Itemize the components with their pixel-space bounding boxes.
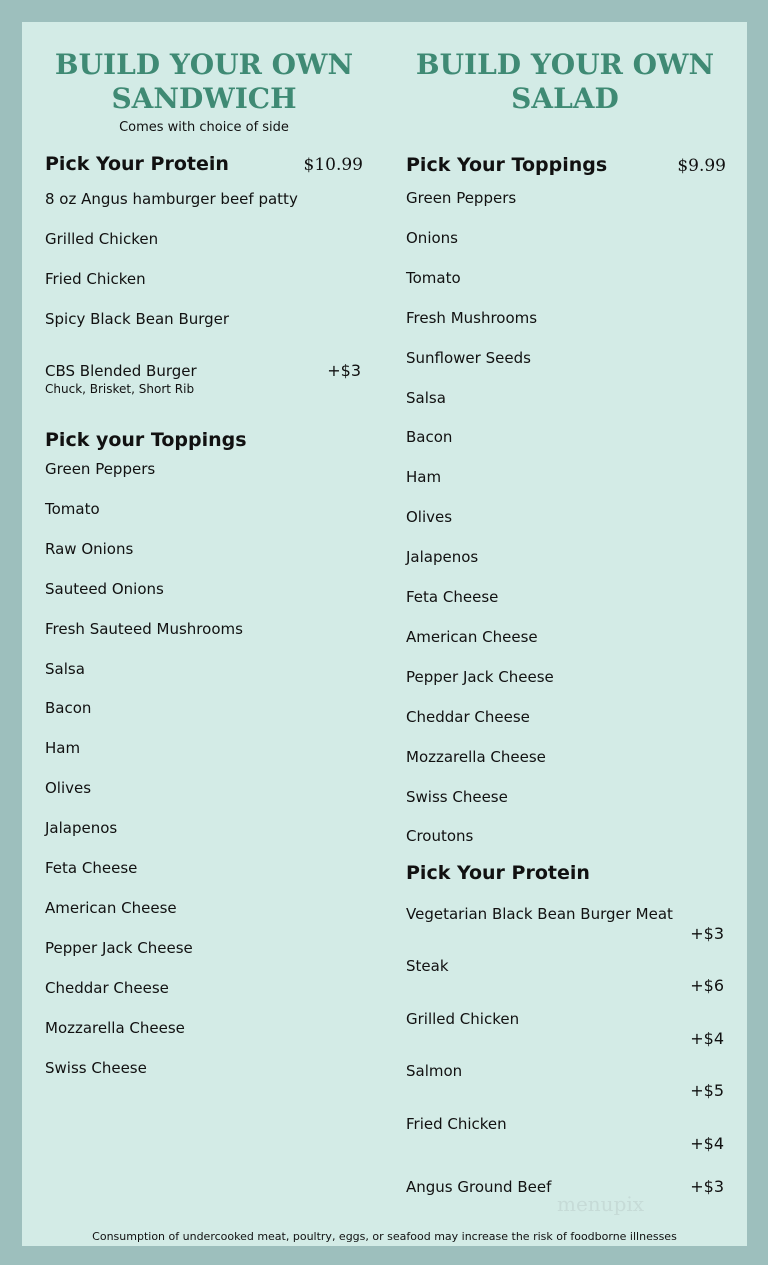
salad-protein-price: +$6 bbox=[690, 976, 724, 995]
sandwich-protein-item: Fried Chicken bbox=[45, 270, 146, 288]
sandwich-topping-item: Sauteed Onions bbox=[45, 579, 164, 598]
sandwich-title-line1: BUILD YOUR OWN bbox=[54, 48, 354, 81]
sandwich-protein-item: Spicy Black Bean Burger bbox=[45, 310, 230, 328]
salad-topping-item: Croutons bbox=[406, 827, 474, 846]
cbs-blended-burger: CBS Blended Burger bbox=[45, 362, 197, 380]
salad-topping-item: Onions bbox=[406, 228, 458, 247]
salad-protein-price: +$3 bbox=[690, 924, 724, 943]
sandwich-protein-title: Pick Your Protein bbox=[45, 153, 229, 175]
salad-topping-item: Pepper Jack Cheese bbox=[406, 667, 554, 686]
salad-protein-item: Steak bbox=[406, 957, 449, 975]
cbs-blended-burger-detail: Chuck, Brisket, Short Rib bbox=[45, 382, 195, 396]
salad-toppings-price: $9.99 bbox=[677, 156, 726, 176]
sandwich-topping-item: American Cheese bbox=[45, 898, 177, 917]
sandwich-protein-item: Grilled Chicken bbox=[45, 230, 159, 248]
food-safety-disclaimer: Consumption of undercooked meat, poultry, eggs, or seafood may increase the risk of foodborne illnesses bbox=[92, 1230, 677, 1243]
sandwich-toppings-title: Pick your Toppings bbox=[45, 429, 247, 451]
salad-protein-title: Pick Your Protein bbox=[406, 862, 590, 884]
sandwich-topping-item: Pepper Jack Cheese bbox=[45, 938, 193, 957]
sandwich-topping-item: Cheddar Cheese bbox=[45, 978, 169, 997]
sandwich-topping-item: Salsa bbox=[45, 659, 85, 678]
sandwich-column bbox=[45, 22, 363, 1222]
salad-protein-price: +$5 bbox=[690, 1081, 724, 1100]
salad-protein-item: Vegetarian Black Bean Burger Meat bbox=[406, 905, 673, 923]
salad-topping-item: Green Peppers bbox=[406, 189, 517, 207]
sandwich-topping-item: Tomato bbox=[45, 499, 100, 518]
sandwich-topping-item: Fresh Sauteed Mushrooms bbox=[45, 619, 243, 638]
salad-topping-item: Fresh Mushrooms bbox=[406, 308, 538, 327]
salad-protein-item: Angus Ground Beef bbox=[406, 1178, 552, 1196]
salad-topping-item: Olives bbox=[406, 508, 453, 527]
salad-protein-price: +$3 bbox=[690, 1177, 724, 1196]
sandwich-topping-item: Olives bbox=[45, 779, 92, 798]
salad-title-line1: BUILD YOUR OWN bbox=[415, 48, 715, 81]
sandwich-topping-item: Feta Cheese bbox=[45, 859, 138, 877]
salad-protein-price: +$4 bbox=[690, 1029, 724, 1048]
sandwich-topping-item: Swiss Cheese bbox=[45, 1058, 147, 1077]
sandwich-topping-item: Raw Onions bbox=[45, 539, 134, 558]
salad-column bbox=[406, 22, 724, 1222]
sandwich-topping-item: Mozzarella Cheese bbox=[45, 1018, 185, 1037]
salad-topping-item: Cheddar Cheese bbox=[406, 707, 530, 726]
salad-topping-item: Jalapenos bbox=[406, 548, 479, 567]
sandwich-protein-price: $10.99 bbox=[303, 155, 363, 175]
menupix-watermark: menupix bbox=[557, 1192, 645, 1216]
salad-title-line2: SALAD bbox=[511, 82, 619, 115]
salad-topping-item: Mozzarella Cheese bbox=[406, 747, 546, 766]
salad-toppings-title: Pick Your Toppings bbox=[406, 154, 608, 176]
sandwich-title-line2: SANDWICH bbox=[111, 82, 297, 115]
sandwich-topping-item: Green Peppers bbox=[45, 460, 156, 478]
sandwich-protein-item: 8 oz Angus hamburger beef patty bbox=[45, 190, 298, 208]
sandwich-topping-item: Bacon bbox=[45, 699, 92, 718]
sandwich-side-note: Comes with choice of side bbox=[119, 120, 289, 135]
menu-panel bbox=[22, 22, 747, 1246]
salad-protein-price: +$4 bbox=[690, 1134, 724, 1153]
salad-protein-item: Grilled Chicken bbox=[406, 1010, 520, 1028]
salad-protein-item: Fried Chicken bbox=[406, 1115, 507, 1133]
salad-topping-item: Ham bbox=[406, 468, 442, 487]
salad-protein-item: Salmon bbox=[406, 1062, 463, 1080]
salad-topping-item: Feta Cheese bbox=[406, 588, 499, 606]
salad-topping-item: Swiss Cheese bbox=[406, 787, 508, 806]
sandwich-topping-item: Jalapenos bbox=[45, 819, 118, 838]
salad-topping-item: Tomato bbox=[406, 268, 461, 287]
salad-topping-item: Sunflower Seeds bbox=[406, 348, 531, 367]
cbs-blended-burger-price: +$3 bbox=[327, 361, 361, 380]
salad-topping-item: American Cheese bbox=[406, 627, 538, 646]
salad-topping-item: Bacon bbox=[406, 428, 453, 447]
sandwich-topping-item: Ham bbox=[45, 739, 81, 758]
salad-topping-item: Salsa bbox=[406, 388, 446, 407]
